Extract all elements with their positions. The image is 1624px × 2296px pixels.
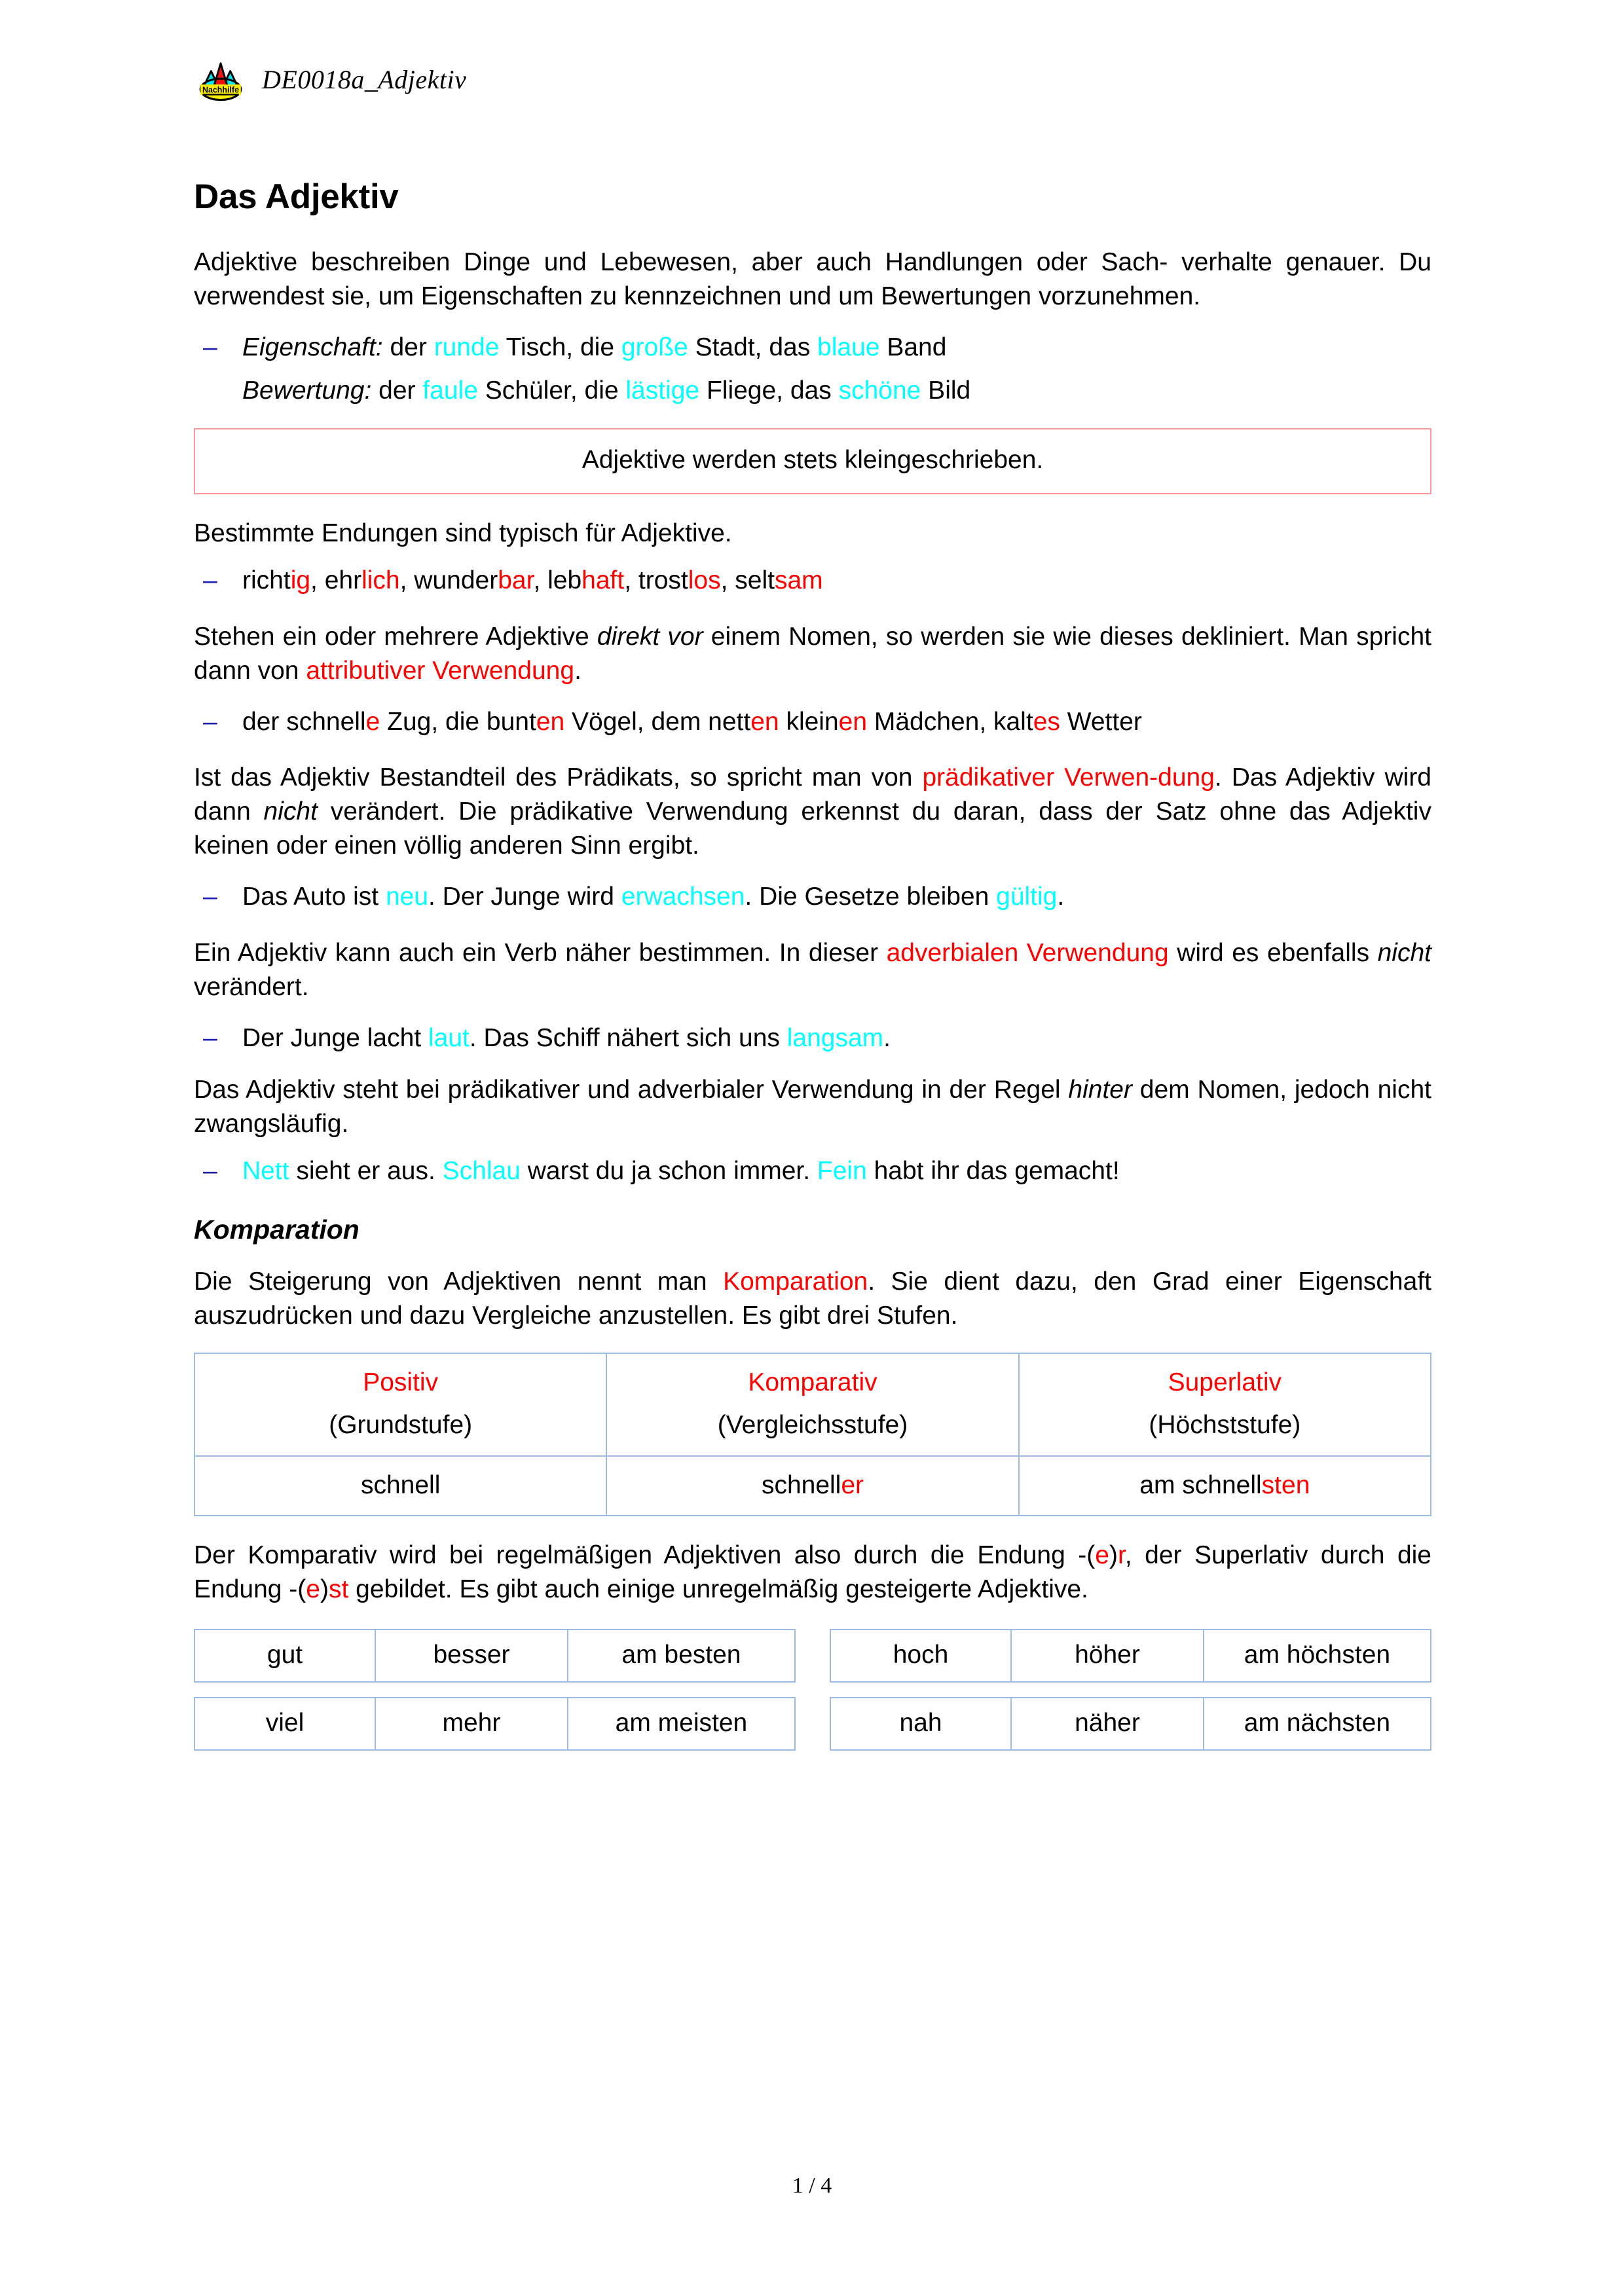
praedikativ-example <box>194 880 1431 914</box>
eigenschaft-label: Eigenschaft: <box>242 333 383 361</box>
ending-stem-5: selt <box>735 566 775 594</box>
bullet-dash-icon: – <box>203 883 217 911</box>
eigenschaft-word-1: runde <box>434 333 500 361</box>
page-footer <box>0 2174 1624 2198</box>
close-t1: Der Komparativ wird bei regelmäßigen Adjektiven also durch die Endung -( <box>194 1541 1096 1570</box>
adv-t1: Ein Adjektiv kann auch ein Verb näher bestimmen. In dieser <box>194 938 887 967</box>
table-cell: am meisten <box>568 1698 795 1750</box>
bewertung-word-1: faule <box>422 376 478 405</box>
close-t5: gesteigerte Adjektive. <box>845 1575 1088 1603</box>
komp-row-suffix-1: er <box>841 1470 864 1499</box>
attributiv-t2: einem Nomen, so werden sie wie dieses <box>703 622 1173 651</box>
page-number: 1 / 4 <box>792 2174 832 2198</box>
table-row-headers <box>194 1353 1431 1456</box>
attr-ex-e1: e <box>365 707 380 736</box>
adverbial-example <box>194 1021 1431 1055</box>
attributiv-t4: . <box>574 656 581 685</box>
table-cell: am besten <box>568 1630 795 1682</box>
rule-box-kleingeschrieben <box>194 428 1431 494</box>
endings-example-list <box>194 564 1431 598</box>
table-row <box>830 1698 1431 1750</box>
adv-highlight: adverbialen Verwendung <box>886 938 1169 967</box>
komp-header-1: Komparativ <box>748 1368 877 1396</box>
table-cell: näher <box>1011 1698 1204 1750</box>
bewertung-label: Bewertung: <box>242 376 372 405</box>
close-t2: , der <box>1124 1541 1182 1570</box>
bewertung-t4: Bild <box>921 376 971 405</box>
ending-suffix-0: ig <box>290 566 311 594</box>
table-cell: höher <box>1011 1630 1204 1682</box>
adverbial-paragraph <box>194 936 1431 1004</box>
bewertung-word-3: schöne <box>838 376 921 405</box>
praed-ex-t1: Das Auto ist <box>242 883 386 911</box>
adv-t3: verändert. <box>194 972 309 1001</box>
irregular-table-nah <box>830 1697 1431 1751</box>
attr-ex-t4: klein <box>779 707 839 736</box>
attr-ex-e5: es <box>1033 707 1060 736</box>
komp-header-2: Superlativ <box>1168 1368 1282 1396</box>
irregular-table-hoch <box>830 1629 1431 1683</box>
ending-stem-2: wunder <box>414 566 498 594</box>
close-mid-2: ) <box>320 1575 329 1603</box>
adv-ex-w1: laut <box>428 1023 470 1052</box>
pos-ex-t2: warst du ja schon immer. <box>520 1157 817 1186</box>
adv-ex-t3: . <box>883 1023 891 1052</box>
praed-ex-w2: erwachsen <box>621 883 745 911</box>
attributiv-italic: direkt vor <box>597 622 703 651</box>
ending-stem-0: richt <box>242 566 291 594</box>
ending-suffix-2: bar <box>498 566 534 594</box>
document-content <box>194 177 1431 1765</box>
eigenschaft-word-2: große <box>621 333 688 361</box>
pos-ex-w2: Schlau <box>442 1157 521 1186</box>
komp-row-suffix-2: sten <box>1261 1470 1310 1499</box>
nachhilfe-logo-icon <box>196 58 245 101</box>
position-example <box>194 1154 1431 1188</box>
attributiv-highlight: attributiver Verwendung <box>306 656 575 685</box>
eigenschaft-t3: Stadt, das <box>688 333 818 361</box>
table-cell-positiv <box>194 1353 606 1456</box>
irregular-left-column <box>194 1629 796 1765</box>
close-red-4: st <box>328 1575 349 1603</box>
praed-t1: Ist das Adjektiv Bestandteil des Prädikats, so spricht man von <box>194 763 923 792</box>
ending-suffix-4: los <box>688 566 721 594</box>
komp-highlight: Komparation <box>723 1267 868 1296</box>
endings-lead: Bestimmte Endungen sind typisch für Adjektive. <box>194 519 732 548</box>
ending-suffix-3: haft <box>581 566 625 594</box>
komp-row-stem-0: schnell <box>360 1470 441 1499</box>
rule-box-text: Adjektive werden stets kleingeschrieben. <box>581 446 1044 475</box>
praed-ex-t3: . Die Gesetze bleiben <box>745 883 997 911</box>
praed-ex-w3: gültig <box>996 883 1058 911</box>
table-row <box>194 1698 795 1750</box>
intro-line-1: Adjektive beschreiben Dinge und Lebewesen, aber auch Handlungen oder Sach- <box>194 248 1168 276</box>
attr-ex-e4: en <box>838 707 868 736</box>
eigenschaft-word-3: blaue <box>817 333 880 361</box>
ending-suffix-1: lich <box>361 566 400 594</box>
close-red-2: r <box>1117 1541 1125 1570</box>
komparation-table <box>194 1353 1431 1516</box>
bullet-dash-icon: – <box>203 1023 217 1052</box>
pos-ex-t1: sieht er aus. <box>289 1157 443 1186</box>
attributiv-paragraph <box>194 620 1431 688</box>
praed-ex-t4: . <box>1057 883 1065 911</box>
attr-ex-t3: Vögel, dem nett <box>564 707 751 736</box>
attr-ex-t5: Mädchen, kalt <box>867 707 1033 736</box>
bewertung-t2: Schüler, die <box>477 376 626 405</box>
close-t3: Superlativ durch die Endung -( <box>194 1541 1431 1603</box>
example-bewertung <box>194 374 1431 408</box>
attributiv-example <box>194 705 1431 739</box>
ending-sep-0: , <box>310 566 325 594</box>
komparation-paragraph <box>194 1265 1431 1333</box>
adv-ex-w2: langsam <box>786 1023 884 1052</box>
table-row <box>194 1630 795 1682</box>
close-mid-1: ) <box>1109 1541 1118 1570</box>
adv-t2: wird es ebenfalls <box>1177 938 1378 967</box>
document-code: DE0018a_Adjektiv <box>262 64 467 94</box>
ending-sep-2: , <box>533 566 548 594</box>
irregular-right-column <box>830 1629 1431 1765</box>
bullet-dash-icon: – <box>203 333 217 361</box>
table-cell: hoch <box>830 1630 1011 1682</box>
table-cell: viel <box>194 1698 375 1750</box>
table-cell-schnell <box>194 1456 606 1516</box>
ending-suffix-5: sam <box>774 566 823 594</box>
attr-ex-t2: Zug, die bunt <box>380 707 536 736</box>
adv-ex-t1: Der Junge lacht <box>242 1023 428 1052</box>
komp-header-0: Positiv <box>363 1368 439 1396</box>
bewertung-t1: der <box>371 376 423 405</box>
eigenschaft-t2: Tisch, die <box>499 333 621 361</box>
komp-row-stem-1: schnell <box>761 1470 841 1499</box>
irregular-table-gut <box>194 1629 796 1683</box>
table-cell-komparativ <box>606 1353 1018 1456</box>
table-cell-am-schnellsten <box>1019 1456 1431 1516</box>
komp-subheader-0: (Grundstufe) <box>329 1411 473 1440</box>
bullet-dash-icon: – <box>203 707 217 736</box>
ending-stem-3: leb <box>547 566 582 594</box>
document-header <box>196 58 466 101</box>
komp-subheader-2: (Höchststufe) <box>1149 1411 1301 1440</box>
ending-stem-4: trost <box>638 566 688 594</box>
irregular-adjectives-tables <box>194 1629 1431 1765</box>
table-cell-schneller <box>606 1456 1018 1516</box>
close-red-1: e <box>1095 1541 1109 1570</box>
komp-t3: Eigenschaft auszudrücken und dazu Vergleiche anzustellen. Es gibt drei Stufen. <box>194 1267 1431 1330</box>
attributiv-t1: Stehen ein oder mehrere Adjektive <box>194 622 597 651</box>
table-cell: gut <box>194 1630 375 1682</box>
pos-italic: hinter <box>1068 1076 1132 1104</box>
irregular-table-viel <box>194 1697 796 1751</box>
ending-sep-3: , <box>624 566 638 594</box>
intro-paragraph <box>194 246 1431 314</box>
table-row <box>194 1456 1431 1516</box>
pos-t1: Das Adjektiv steht bei prädikativer und adverbialer Verwendung in der Regel <box>194 1076 1069 1104</box>
close-red-3: e <box>306 1575 320 1603</box>
praedikativ-paragraph <box>194 761 1431 863</box>
intro-line-2: verhalte genauer. Du verwendest sie, um Eigenschaften zu kennzeichnen und um <box>194 248 1431 310</box>
section-heading-komparation: Komparation <box>194 1214 360 1245</box>
table-cell-superlativ <box>1019 1353 1431 1456</box>
bewertung-word-2: lästige <box>625 376 700 405</box>
ending-sep-4: , <box>720 566 735 594</box>
komp-subheader-1: (Vergleichsstufe) <box>717 1411 908 1440</box>
ending-sep-1: , <box>399 566 415 594</box>
adv-ex-t2: . Das Schiff nähert sich uns <box>469 1023 787 1052</box>
table-cell: nah <box>830 1698 1011 1750</box>
pos-ex-w1: Nett <box>242 1157 289 1186</box>
example-eigenschaft <box>194 331 1431 365</box>
attr-ex-t6: Wetter <box>1060 707 1142 736</box>
adv-italic: nicht <box>1377 938 1431 967</box>
bullet-dash-icon: – <box>203 1157 217 1186</box>
table-cell: am höchsten <box>1204 1630 1431 1682</box>
intro-line-3: Bewertungen vorzunehmen. <box>881 282 1201 310</box>
komparation-closing-paragraph <box>194 1539 1431 1607</box>
ending-stem-1: ehr <box>324 566 362 594</box>
praed-highlight-2: dung <box>1158 763 1215 792</box>
komp-t2: . Sie dient dazu, den Grad einer <box>868 1267 1282 1296</box>
praed-t3: verändert. Die prädikative Verwendung erkennst du <box>317 797 941 826</box>
close-t4: gebildet. Es gibt auch einige unregelmäßig <box>348 1575 839 1603</box>
pos-t2: dem Nomen, jedoch nicht zwangsläufig. <box>194 1076 1431 1139</box>
table-cell: mehr <box>375 1698 568 1750</box>
pos-ex-t3: habt ihr das gemacht! <box>866 1157 1120 1186</box>
eigenschaft-t1: der <box>382 333 434 361</box>
bewertung-t3: Fliege, das <box>699 376 839 405</box>
eigenschaft-t4: Band <box>879 333 947 361</box>
position-paragraph <box>194 1073 1431 1141</box>
praed-t2: . Das Adjektiv wird dann <box>194 763 1431 826</box>
table-row <box>830 1630 1431 1682</box>
praed-ex-t2: . Der Junge wird <box>428 883 621 911</box>
praed-ex-w1: neu <box>385 883 429 911</box>
praed-italic: nicht <box>263 797 318 826</box>
komp-t1: Die Steigerung von Adjektiven nennt man <box>194 1267 724 1296</box>
logo-label: Nachhilfe <box>202 85 240 95</box>
page-title: Das Adjektiv <box>194 177 399 216</box>
komp-row-stem-2: am schnell <box>1139 1470 1262 1499</box>
praed-highlight-1: prädikativer Verwen- <box>922 763 1158 792</box>
bullet-dash-icon: – <box>203 566 217 594</box>
pos-ex-w3: Fein <box>817 1157 867 1186</box>
attr-ex-t1: der schnell <box>242 707 366 736</box>
attr-ex-e2: en <box>536 707 565 736</box>
praed-t4: daran, dass der Satz ohne das Adjektiv keinen oder einen völlig anderen Sinn ergibt. <box>194 797 1431 860</box>
table-cell: am nächsten <box>1204 1698 1431 1750</box>
attr-ex-e3: en <box>750 707 779 736</box>
table-cell: besser <box>375 1630 568 1682</box>
attributiv-t3: dekliniert. Man spricht dann von <box>194 622 1431 685</box>
